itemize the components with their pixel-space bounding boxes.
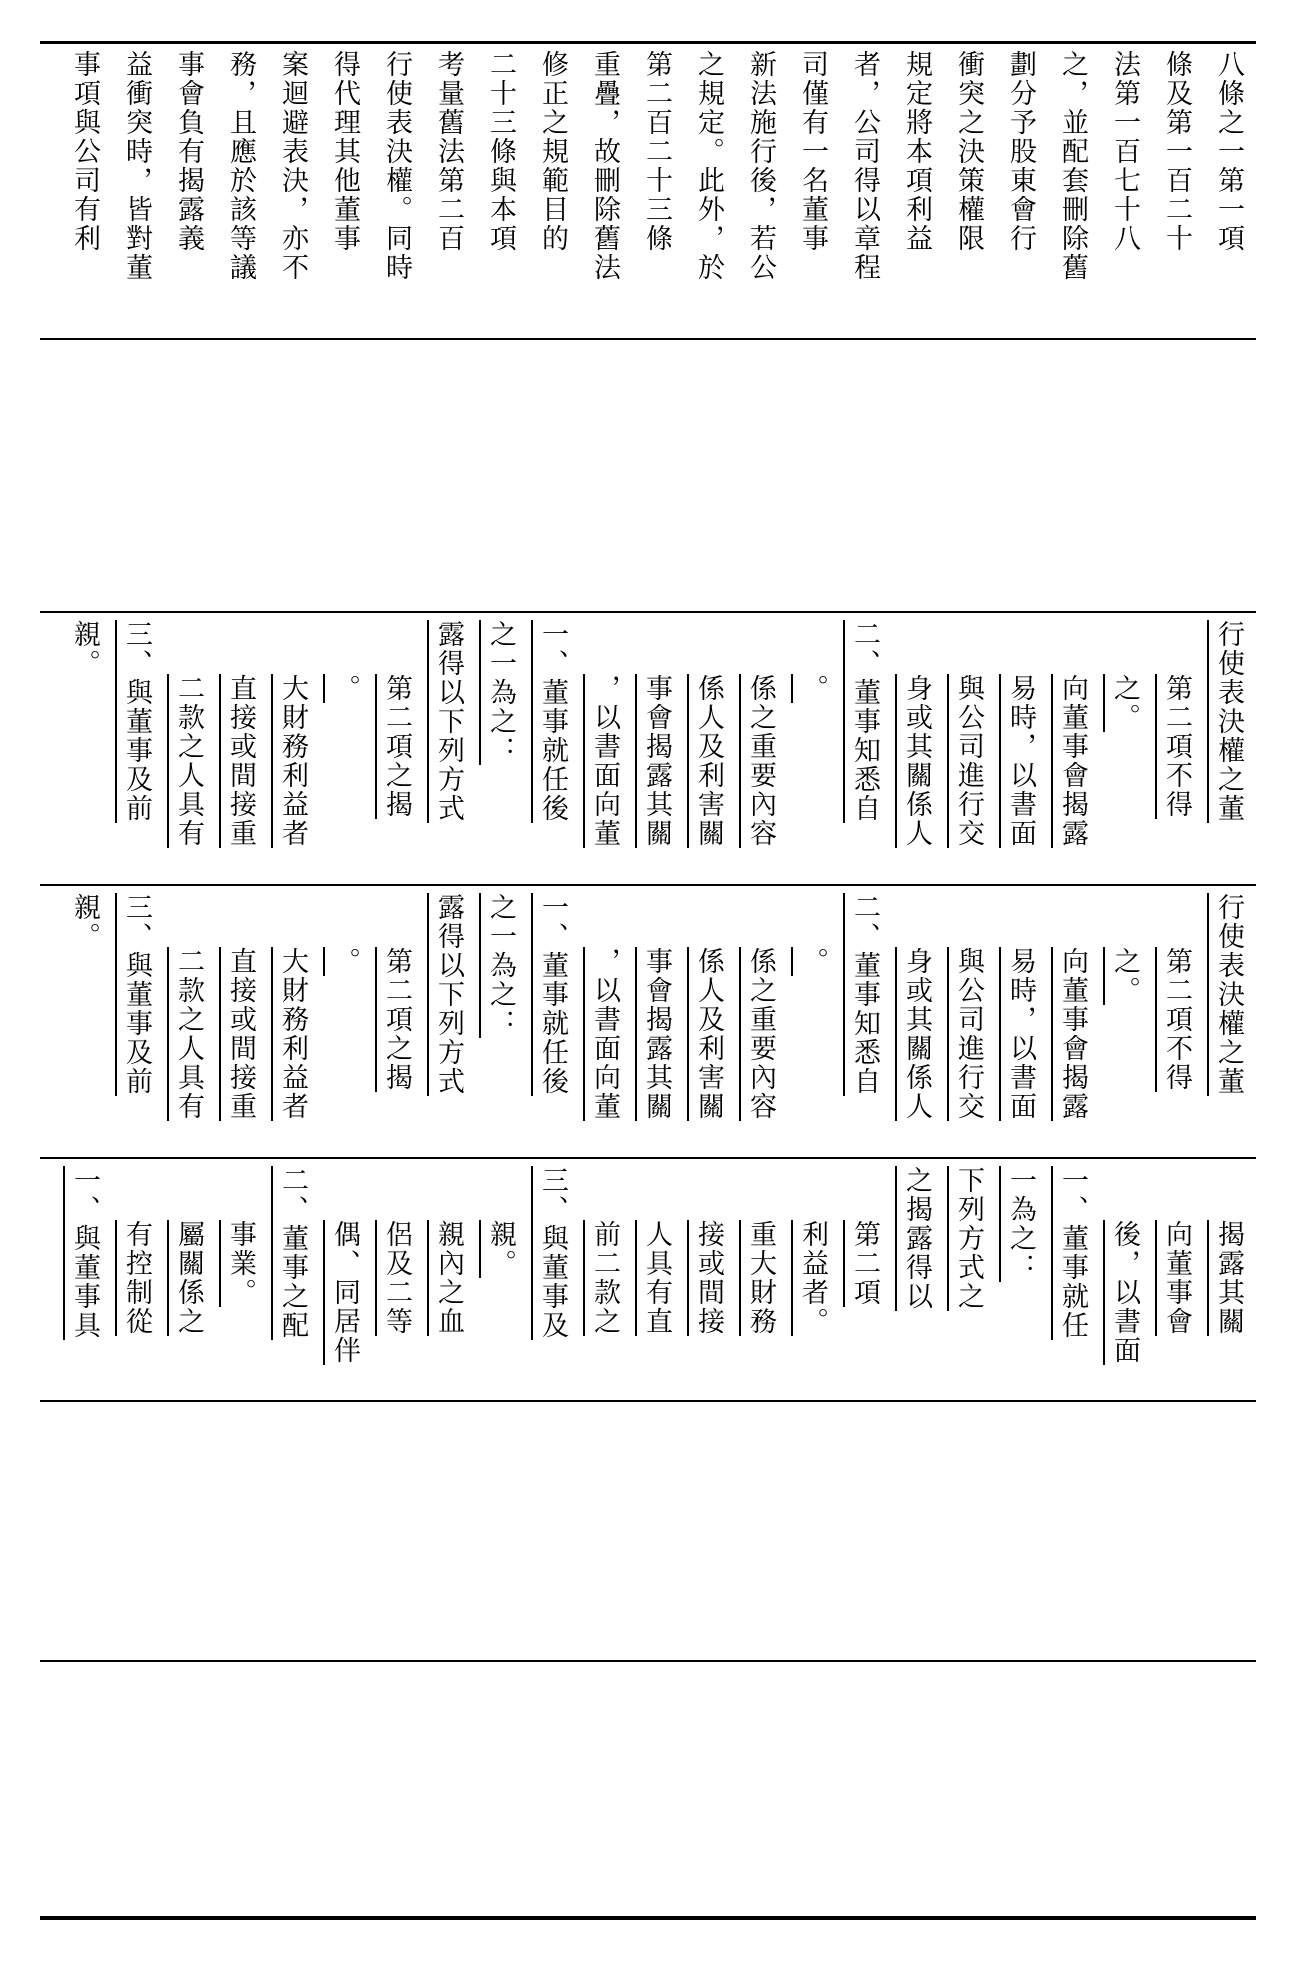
text-column: 行使表決權。同時 bbox=[381, 50, 412, 282]
text-column: 之一為之： bbox=[485, 893, 516, 1038]
text-column: 一為之： bbox=[1005, 1166, 1036, 1282]
text-column: 親。 bbox=[485, 1220, 516, 1278]
text-column: 重大財務 bbox=[745, 1220, 776, 1336]
text-column: 八條之一第一項 bbox=[1213, 50, 1244, 253]
text-column: 易時，以書面 bbox=[1005, 674, 1036, 848]
text-column: 直接或間接重 bbox=[225, 674, 256, 848]
text-column: 之，並配套刪除舊 bbox=[1057, 50, 1088, 282]
text-column: 三、與董事及前 bbox=[121, 620, 152, 823]
text-column: 接或間接 bbox=[693, 1220, 724, 1336]
text-column: 修正之規範目的 bbox=[537, 50, 568, 253]
text-column: 考量舊法第二百 bbox=[433, 50, 464, 253]
empty-band bbox=[40, 341, 1256, 609]
text-column: 係人及利害關 bbox=[693, 947, 724, 1121]
text-column: 與公司進行交 bbox=[953, 674, 984, 848]
text-column: 親。 bbox=[69, 893, 100, 951]
text-column: 有控制從 bbox=[121, 1220, 152, 1336]
text-column: 揭露其關 bbox=[1213, 1220, 1244, 1336]
divider-rule bbox=[40, 1660, 1256, 1662]
text-column: 偶、同居伴 bbox=[329, 1220, 360, 1365]
text-column: 。 bbox=[797, 947, 828, 976]
text-column: 三、與董事及 bbox=[537, 1166, 568, 1340]
text-column: 露得以下列方式 bbox=[433, 893, 464, 1096]
text-column: 得代理其他董事 bbox=[329, 50, 360, 253]
text-column: 屬關係之 bbox=[173, 1220, 204, 1336]
text-column: 一、與董事具 bbox=[69, 1166, 100, 1340]
text-column: 。 bbox=[329, 947, 360, 976]
text-column: 下列方式之 bbox=[953, 1166, 984, 1311]
top-rule bbox=[40, 41, 1256, 44]
text-column: 二、董事知悉自 bbox=[849, 893, 880, 1096]
text-column: 二、董事知悉自 bbox=[849, 620, 880, 823]
empty-band bbox=[40, 1663, 1256, 1913]
text-column: 一、董事就任 bbox=[1057, 1166, 1088, 1340]
text-column: 第二項不得 bbox=[1161, 947, 1192, 1092]
proposal-band bbox=[40, 1166, 1256, 1398]
proposal-band bbox=[40, 893, 1256, 1155]
text-column: 。 bbox=[329, 674, 360, 703]
text-column: 司僅有一名董事 bbox=[797, 50, 828, 253]
text-column: 第二項之揭 bbox=[381, 947, 412, 1092]
text-column: 係人及利害關 bbox=[693, 674, 724, 848]
text-column: 事會負有揭露義 bbox=[173, 50, 204, 253]
text-column: 行使表決權之董 bbox=[1213, 893, 1244, 1096]
empty-band bbox=[40, 1403, 1256, 1658]
text-column: 係之重要內容 bbox=[745, 674, 776, 848]
text-column: 前二款之 bbox=[589, 1220, 620, 1336]
explanation-band bbox=[40, 50, 1256, 335]
text-column: 露得以下列方式 bbox=[433, 620, 464, 823]
text-column: 第二百二十三條 bbox=[641, 50, 672, 253]
text-column: 向董事會 bbox=[1161, 1220, 1192, 1336]
text-column: 親內之血 bbox=[433, 1220, 464, 1336]
text-column: 第二項之揭 bbox=[381, 674, 412, 819]
text-column: 二、董事之配 bbox=[277, 1166, 308, 1340]
text-column: 侶及二等 bbox=[381, 1220, 412, 1336]
text-column: 之。 bbox=[1109, 947, 1140, 1005]
text-column: 事會揭露其關 bbox=[641, 947, 672, 1121]
divider-rule bbox=[40, 611, 1256, 613]
text-column: 衝突之決策權限 bbox=[953, 50, 984, 253]
text-column: 後，以書面 bbox=[1109, 1220, 1140, 1365]
text-column: 事會揭露其關 bbox=[641, 674, 672, 848]
text-column: 利益者。 bbox=[797, 1220, 828, 1336]
text-column: 人具有直 bbox=[641, 1220, 672, 1336]
text-column: 益衝突時，皆對董 bbox=[121, 50, 152, 282]
text-column: 身或其關係人 bbox=[901, 674, 932, 848]
text-column: 規定將本項利益 bbox=[901, 50, 932, 253]
text-column: 大財務利益者 bbox=[277, 674, 308, 848]
divider-rule bbox=[40, 338, 1256, 340]
text-column: 大財務利益者 bbox=[277, 947, 308, 1121]
text-column: ，以書面向董 bbox=[589, 674, 620, 848]
text-column: 事項與公司有利 bbox=[69, 50, 100, 253]
text-column: 二十三條與本項 bbox=[485, 50, 516, 253]
text-column: 新法施行後，若公 bbox=[745, 50, 776, 282]
text-column: 之規定。此外，於 bbox=[693, 50, 724, 282]
text-column: 劃分予股東會行 bbox=[1005, 50, 1036, 253]
text-column: 法第一百七十八 bbox=[1109, 50, 1140, 253]
text-column: 係之重要內容 bbox=[745, 947, 776, 1121]
text-column: 案迴避表決，亦不 bbox=[277, 50, 308, 282]
text-column: 之揭露得以 bbox=[901, 1166, 932, 1311]
text-column: 一、董事就任後 bbox=[537, 893, 568, 1096]
text-column: 直接或間接重 bbox=[225, 947, 256, 1121]
text-column: 三、與董事及前 bbox=[121, 893, 152, 1096]
text-column: 務，且應於該等議 bbox=[225, 50, 256, 282]
text-column: 者，公司得以章程 bbox=[849, 50, 880, 282]
text-column: 第二項不得 bbox=[1161, 674, 1192, 819]
text-column: 一、董事就任後 bbox=[537, 620, 568, 823]
text-column: 行使表決權之董 bbox=[1213, 620, 1244, 823]
text-column: 向董事會揭露 bbox=[1057, 674, 1088, 848]
bottom-rule bbox=[40, 1916, 1256, 1920]
text-column: 事業。 bbox=[225, 1220, 256, 1307]
text-column: 二款之人具有 bbox=[173, 947, 204, 1121]
text-column: 第二項 bbox=[849, 1220, 880, 1307]
text-column: 身或其關係人 bbox=[901, 947, 932, 1121]
text-column: 。 bbox=[797, 674, 828, 703]
text-column: 親。 bbox=[69, 620, 100, 678]
text-column: 向董事會揭露 bbox=[1057, 947, 1088, 1121]
text-column: ，以書面向董 bbox=[589, 947, 620, 1121]
text-column: 重疊，故刪除舊法 bbox=[589, 50, 620, 282]
text-column: 易時，以書面 bbox=[1005, 947, 1036, 1121]
text-column: 之一為之： bbox=[485, 620, 516, 765]
text-column: 與公司進行交 bbox=[953, 947, 984, 1121]
text-column: 條及第一百二十 bbox=[1161, 50, 1192, 253]
text-column: 二款之人具有 bbox=[173, 674, 204, 848]
proposal-band bbox=[40, 620, 1256, 882]
text-column: 之。 bbox=[1109, 674, 1140, 732]
